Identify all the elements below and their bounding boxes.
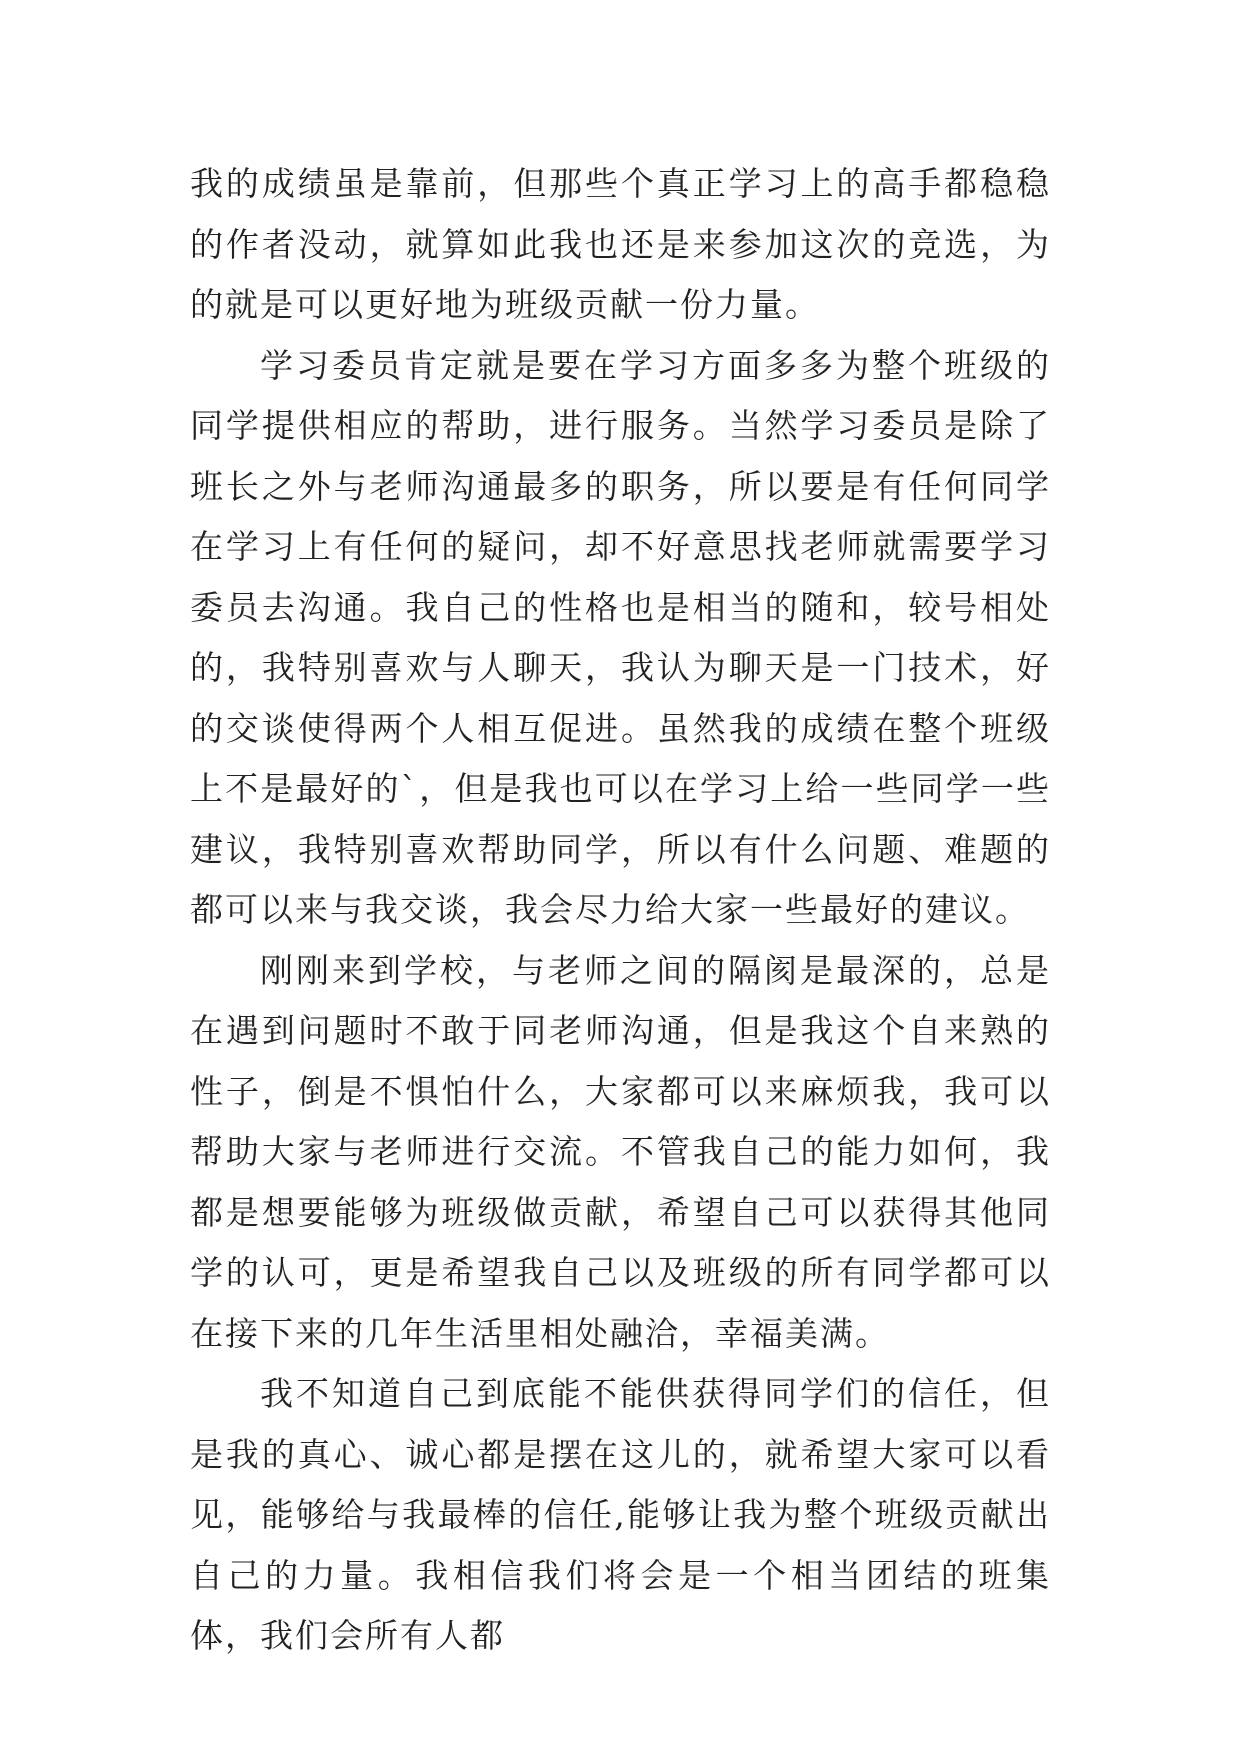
paragraph-2: 学习委员肯定就是要在学习方面多多为整个班级的同学提供相应的帮助，进行服务。当然学习委员是除了班长之外与老师沟通最多的职务，所以要是有任何同学在学习上有任何的疑问，却不好意思找老师就需要学习委员去沟通。我自己的性格也是相当的随和，较号相处的，我特别喜欢与人聊天，我认为聊天是一门技术，好的交谈使得两个人相互促进。虽然我的成绩在整个班级上不是最好的`，但是我也可以在学习上给一些同学一些建议，我特别喜欢帮助同学，所以有什么问题、难题的都可以来与我交谈，我会尽力给大家一些最好的建议。 xyxy=(190,345,1051,929)
document-body xyxy=(190,154,1051,1667)
paragraph-3: 刚刚来到学校，与老师之间的隔阂是最深的，总是在遇到问题时不敢于同老师沟通，但是我这个自来熟的性子，倒是不惧怕什么，大家都可以来麻烦我，我可以帮助大家与老师进行交流。不管我自己的能力如何，我都是想要能够为班级做贡献，希望自己可以获得其他同学的认可，更是希望我自己以及班级的所有同学都可以在接下来的几年生活里相处融洽，幸福美满。 xyxy=(190,950,1051,1353)
paragraph-4: 我不知道自己到底能不能供获得同学们的信任，但是我的真心、诚心都是摆在这儿的，就希望大家可以看见，能够给与我最棒的信任,能够让我为整个班级贡献出自己的力量。我相信我们将会是一个相当团结的班集体，我们会所有人都 xyxy=(190,1374,1051,1655)
paragraph-1: 我的成绩虽是靠前，但那些个真正学习上的高手都稳稳的作者没动，就算如此我也还是来参加这次的竞选，为的就是可以更好地为班级贡献一份力量。 xyxy=(190,164,1051,324)
